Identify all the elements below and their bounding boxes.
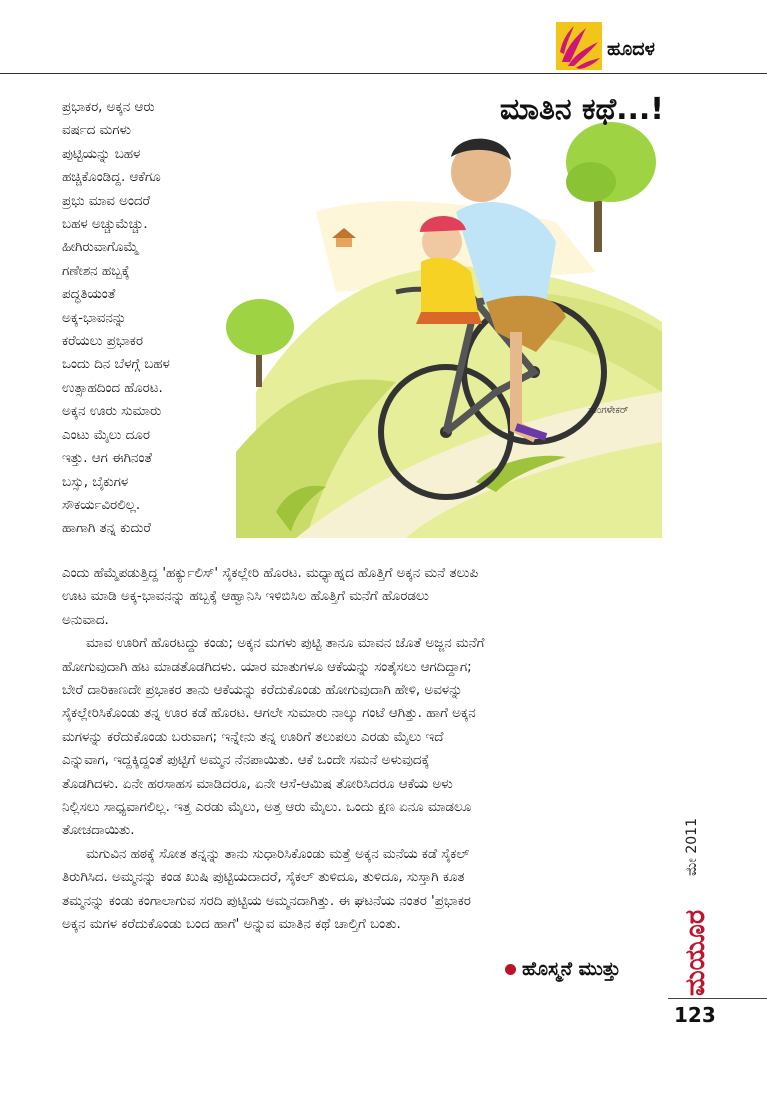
flower-petal-logo-icon — [556, 22, 602, 70]
text-line: ಪ್ರಭಾಕರ, ಅಕ್ಕನ ಆರು — [62, 100, 155, 115]
bullet-icon — [505, 964, 516, 975]
text-line: ಪ್ರಭು ಮಾವ ಅಂದರೆ — [62, 193, 151, 209]
text-line: ಬೇರೆ ದಾರಿಕಾಣದೇ ಪ್ರಭಾಕರ ತಾನು ಆಕೆಯನ್ನು ಕರೆದುಕೊಂಡು ಹೋಗುವುದಾಗಿ ಹೇಳಿ, ಅವಳನ್ನು — [62, 683, 463, 699]
text-line: ಬಹಳ ಅಚ್ಚುಮೆಚ್ಚು. — [62, 217, 148, 233]
section-name: ಹೂದಳ — [607, 38, 655, 60]
text-line: ಕರೆಯಲು ಪ್ರಭಾಕರ — [62, 334, 143, 350]
cycling-illustration — [216, 92, 662, 538]
text-line: ತೊಡಗಿದಳು. ಏನೇ ಹರಸಾಹಸ ಮಾಡಿದರೂ, ಏನೇ ಆಸೆ-ಆಮಿಷ ತೋರಿಸಿದರೂ ಆಕೆಯ ಅಳು — [62, 776, 453, 792]
text-line: ಹಾಗಾಗಿ ತನ್ನ ಕುದುರೆ — [62, 521, 151, 537]
article-text-narrow — [62, 96, 218, 541]
text-line: ಹಚ್ಚಿಕೊಂಡಿದ್ದ. ಆಕೆಗೂ — [62, 170, 161, 186]
page-number: 123 — [674, 1003, 716, 1027]
text-line: ವರ್ಷದ ಮಗಳು — [62, 123, 132, 139]
text-line: ಪದ್ಧತಿಯಂತೆ — [62, 287, 116, 303]
text-line: ತಿರುಗಿಸಿದ. ಅಮ್ಮನನ್ನು ಕಂಡ ಖುಷಿ ಪುಟ್ಟಿಯದಾದರೆ, ಸೈಕಲ್ ತುಳಿದೂ, ತುಳಿದೂ, ಸುಸ್ತಾಗಿ ಕೂತ — [62, 870, 465, 886]
text-line: ಸೈಕಲ್ಲೇರಿಸಿಕೊಂಡು ತನ್ನ ಊರ ಕಡೆ ಹೊರಟ. ಆಗಲೇ ಸುಮಾರು ನಾಲ್ಕು ಗಂಟೆ ಆಗಿತ್ತು. ಹಾಗೆ ಅಕ್ಕನ — [62, 706, 476, 722]
text-line: ಸೌಕರ್ಯವಿರಲಿಲ್ಲ. — [62, 497, 141, 513]
text-line: ಊಟ ಮಾಡಿ ಅಕ್ಕ-ಭಾವನನ್ನು ಹಬ್ಬಕ್ಕೆ ಆಹ್ವಾನಿಸಿ ಇಳಿಬಿಸಿಲ ಹೊತ್ತಿಗೆ ಮನೆಗೆ ಹೊರಡಲು — [62, 589, 429, 605]
text-line: ಉತ್ಸಾಹದಿಂದ ಹೊರಟ. — [62, 380, 163, 396]
text-line: ಎನ್ನುವಾಗ, ಇದ್ದಕ್ಕಿದ್ದಂತೆ ಪುಟ್ಟಿಗೆ ಅಮ್ಮನ ನೆನಪಾಯಿತು. ಆಕೆ ಒಂದೇ ಸಮನೆ ಅಳುವುದಕ್ಕೆ — [62, 753, 430, 769]
text-line: ಪುಟ್ಟಿಯನ್ನು ಬಹಳ — [62, 146, 141, 162]
text-line: ಎಂಟು ಮೈಲು ದೂರ — [62, 427, 150, 443]
magazine-name: ಮಯೂರ — [680, 909, 711, 996]
text-line: ಅಕ್ಕ-ಭಾವನನ್ನು — [62, 310, 127, 326]
text-line: ಒಂದು ದಿನ ಬೆಳಗ್ಗೆ ಬಹಳ — [62, 357, 170, 373]
page-number-divider — [668, 998, 767, 999]
text-line: ಅನುವಾದ. — [62, 612, 109, 628]
text-line: ಇತ್ತು. ಆಗ ಈಗಿನಂತೆ — [62, 451, 153, 467]
text-line: ಮಗುವಿನ ಹಠಕ್ಕೆ ಸೋತ ತನ್ನನ್ನು ತಾನು ಸುಧಾರಿಸಿಕೊಂಡು ಮತ್ತೆ ಅಕ್ಕನ ಮನೆಯ ಕಡೆ ಸೈಕಲ್ — [86, 846, 470, 862]
text-line: ತೋಚದಾಯಿತು. — [62, 823, 135, 839]
text-line: ಅಕ್ಕನ ಊರು ಸುಮಾರು — [62, 404, 162, 420]
text-line: ಹೋಗುವುದಾಗಿ ಹಟ ಮಾಡತೊಡಗಿದಳು. ಯಾರ ಮಾತುಗಳೂ ಆಕೆಯನ್ನು ಸಂತೈಸಲು ಆಗದಿದ್ದಾಗ; — [62, 659, 472, 675]
text-line: ಅಕ್ಕನ ಮಗಳ ಕರೆದುಕೊಂಡು ಬಂದ ಹಾಗೆ' ಅನ್ನುವ ಮಾತಿನ ಕಥೆ ಚಾಲ್ತಿಗೆ ಬಂತು. — [62, 917, 401, 933]
header-divider — [0, 73, 767, 74]
text-line: ಬಸ್ಸು, ಬೈಕುಗಳ — [62, 474, 129, 490]
text-line: ಹೀಗಿರುವಾಗೊಮ್ಮೆ — [62, 240, 139, 256]
text-line: ಮಾವ ಊರಿಗೆ ಹೊರಟದ್ದು ಕಂಡು; ಅಕ್ಕನ ಮಗಳು ಪುಟ್ಟಿ ತಾನೂ ಮಾವನ ಜೊತೆ ಅಜ್ಜನ ಮನೆಗೆ — [86, 636, 485, 652]
author-name: ಹೊಸ್ಮನೆ ಮುತ್ತು — [522, 958, 621, 980]
author-byline — [505, 958, 621, 980]
article-title: ಮಾತಿನ ಕಥೆ...! — [499, 92, 664, 127]
text-line: ಮಗಳನ್ನು ಕರೆದುಕೊಂಡು ಬರುವಾಗ; ಇನ್ನೇನು ತನ್ನ ಊರಿಗೆ ತಲುಪಲು ಎರಡು ಮೈಲು ಇದೆ — [62, 729, 444, 745]
text-line: ನಿಲ್ಲಿಸಲು ಸಾಧ್ಯವಾಗಲಿಲ್ಲ. ಇತ್ತ ಎರಡು ಮೈಲು, ಅತ್ತ ಆರು ಮೈಲು. ಒಂದು ಕ್ಷಣ ಏನೂ ಮಾಡಲೂ — [62, 800, 472, 816]
issue-date: ಮೇ 2011 — [684, 818, 700, 876]
text-line: ತಮ್ಮನನ್ನು ಕಂಡು ಕಂಗಾಲಾಗುವ ಸರದಿ ಪುಟ್ಟಿಯ ಅಮ್ಮನದಾಗಿತ್ತು. ಈ ಘಟನೆಯ ನಂತರ 'ಪ್ರಭಾಕರ — [62, 893, 471, 909]
article-text-wide — [62, 562, 662, 937]
text-line: ಗಣೇಶನ ಹಬ್ಬಕ್ಕೆ — [62, 263, 130, 279]
text-line: ಎಂದು ಹೆಮ್ಮೆಪಡುತ್ತಿದ್ದ 'ಹರ್ಕ್ಯುಲಿಸ್' ಸೈಕಲ್ಲೇರಿ ಹೊರಟ. ಮಧ್ಯಾಹ್ನದ ಹೊತ್ತಿಗೆ ಅಕ್ಕನ ಮನೆ ತಲುಪಿ — [62, 566, 479, 581]
illustrator-signature: ಸಾಂಗಳೇಕರ್ — [588, 405, 629, 416]
